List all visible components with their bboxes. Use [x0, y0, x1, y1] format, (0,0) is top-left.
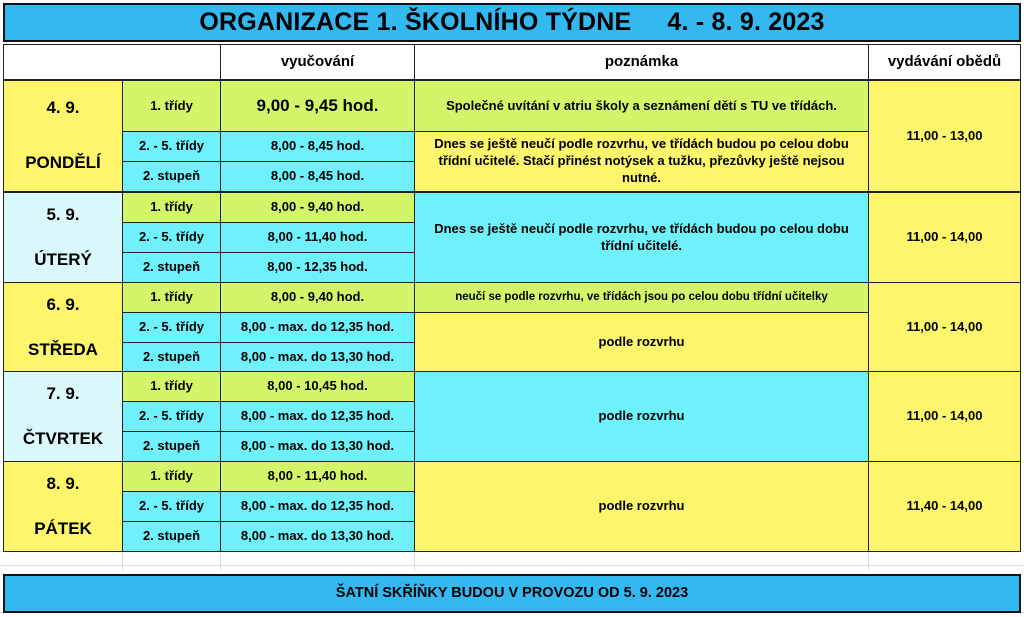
time-value: 8,00 - max. do 13,30 hod. — [220, 521, 415, 552]
note: podle rozvrhu — [414, 461, 869, 552]
page-title — [3, 3, 1021, 42]
group-label: 2. stupeň — [122, 431, 221, 462]
group-label: 2. stupeň — [122, 161, 221, 192]
note-first: neučí se podle rozvrhu, ve třídách jsou po celou dobu třídní učitelky — [414, 282, 869, 313]
day-cell — [3, 282, 123, 373]
day-date: 8. 9. — [46, 474, 80, 494]
group-label: 1. třídy — [122, 461, 221, 492]
group-label: 2. - 5. třídy — [122, 401, 221, 432]
day-name: PONDĚLÍ — [25, 153, 101, 173]
time-value: 8,00 - max. do 13,30 hod. — [220, 342, 415, 373]
group-label: 2. stupeň — [122, 342, 221, 373]
time-value: 8,00 - 9,40 hod. — [220, 192, 415, 223]
header-lunch: vydávání obědů — [868, 44, 1021, 80]
time-value: 8,00 - 11,40 hod. — [220, 461, 415, 492]
group-label: 2. - 5. třídy — [122, 312, 221, 343]
time-value: 8,00 - max. do 12,35 hod. — [220, 491, 415, 522]
note: podle rozvrhu — [414, 371, 869, 462]
lunch-time: 11,00 - 14,00 — [868, 282, 1021, 373]
group-label: 1. třídy — [122, 282, 221, 313]
group-label: 2. - 5. třídy — [122, 222, 221, 253]
day-name: STŘEDA — [28, 339, 98, 359]
lunch-time: 11,00 - 14,00 — [868, 192, 1021, 283]
note-rest: Dnes se ještě neučí podle rozvrhu, ve třídách budou po celou dobu třídní učitelé. Stačí přinést notýsek a tužku, přezůvky ještě nejsou nutné. — [414, 131, 869, 192]
time-value: 8,00 - 12,35 hod. — [220, 252, 415, 283]
group-label: 2. - 5. třídy — [122, 131, 221, 162]
time-value: 8,00 - max. do 12,35 hod. — [220, 312, 415, 343]
time-value: 8,00 - 8,45 hod. — [220, 131, 415, 162]
note: Dnes se ještě neučí podle rozvrhu, ve třídách budou po celou dobu třídní učitelé. — [414, 192, 869, 283]
time-value: 8,00 - 9,40 hod. — [220, 282, 415, 313]
day-cell — [3, 461, 123, 552]
time-value: 9,00 - 9,45 hod. — [220, 80, 415, 132]
note-first: Společné uvítání v atriu školy a seznámení dětí s TU ve třídách. — [414, 80, 869, 132]
lunch-time: 11,40 - 14,00 — [868, 461, 1021, 552]
header-blank — [3, 44, 221, 80]
lunch-time: 11,00 - 14,00 — [868, 371, 1021, 462]
footer-banner: ŠATNÍ SKŘÍŇKY BUDOU V PROVOZU OD 5. 9. 2023 — [3, 574, 1021, 613]
group-label: 2. - 5. třídy — [122, 491, 221, 522]
group-label: 1. třídy — [122, 80, 221, 132]
day-cell — [3, 371, 123, 462]
header-note: poznámka — [414, 44, 869, 80]
time-value: 8,00 - 10,45 hod. — [220, 371, 415, 402]
note-rest: podle rozvrhu — [414, 312, 869, 373]
day-date: 7. 9. — [46, 384, 80, 404]
lunch-time: 11,00 - 13,00 — [868, 80, 1021, 192]
day-date: 5. 9. — [46, 205, 80, 225]
time-value: 8,00 - max. do 12,35 hod. — [220, 401, 415, 432]
title-heading: ORGANIZACE 1. ŠKOLNÍHO TÝDNE — [199, 8, 632, 37]
group-label: 2. stupeň — [122, 521, 221, 552]
time-value: 8,00 - max. do 13,30 hod. — [220, 431, 415, 462]
day-name: ÚTERÝ — [34, 249, 92, 269]
group-label: 1. třídy — [122, 371, 221, 402]
day-name: PÁTEK — [34, 518, 92, 538]
day-name: ČTVRTEK — [22, 428, 104, 448]
day-date: 6. 9. — [46, 295, 80, 315]
group-label: 2. stupeň — [122, 252, 221, 283]
header-teaching: vyučování — [220, 44, 415, 80]
day-date: 4. 9. — [46, 98, 80, 118]
group-label: 1. třídy — [122, 192, 221, 223]
time-value: 8,00 - 8,45 hod. — [220, 161, 415, 192]
day-cell — [3, 192, 123, 283]
time-value: 8,00 - 11,40 hod. — [220, 222, 415, 253]
title-dates: 4. - 8. 9. 2023 — [667, 8, 825, 37]
day-cell — [3, 80, 123, 192]
